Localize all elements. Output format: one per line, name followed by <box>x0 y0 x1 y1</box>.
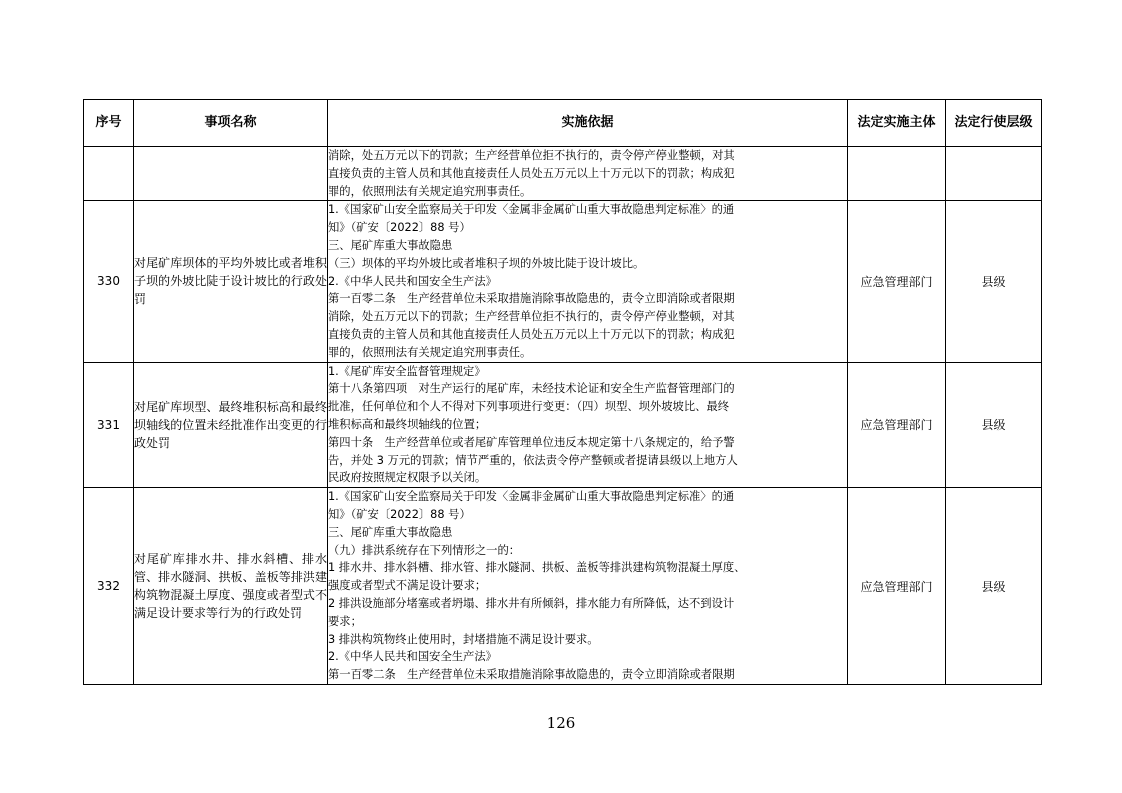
header-level: 法定行使层级 <box>946 100 1042 147</box>
row-number: 331 <box>84 362 134 488</box>
basis-line: 知》（矿安〔2022〕88 号） <box>328 221 471 235</box>
implementing-subject: 应急管理部门 <box>848 201 946 362</box>
basis-line: 3 排洪构筑物终止使用时，封堵措施不满足设计要求。 <box>328 632 599 646</box>
basis-line: 1.《国家矿山安全监察局关于印发〈金属非金属矿山重大事故隐患判定标准〉的通 <box>328 490 735 504</box>
implementation-basis <box>328 362 848 488</box>
basis-line: 1.《尾矿库安全监督管理规定》 <box>328 364 486 378</box>
exercise-level: 县级 <box>946 488 1042 685</box>
basis-line: 知》（矿安〔2022〕88 号） <box>328 507 471 521</box>
exercise-level: 县级 <box>946 362 1042 488</box>
basis-line: 直接负责的主管人员和其他直接责任人员处五万元以上十万元以下的罚款；构成犯 <box>328 327 735 341</box>
basis-line: 要求； <box>328 614 362 628</box>
implementing-subject <box>848 147 946 201</box>
basis-line: 直接负责的主管人员和其他直接责任人员处五万元以上十万元以下的罚款；构成犯 <box>328 166 735 180</box>
basis-line: 第四十条 生产经营单位或者尾矿库管理单位违反本规定第十八条规定的，给予警 <box>328 435 735 449</box>
basis-line: 第十八条第四项 对生产运行的尾矿库，未经技术论证和安全生产监督管理部门的 <box>328 382 735 396</box>
basis-line: 堆积标高和最终坝轴线的位置； <box>328 417 487 431</box>
basis-line: 1.《国家矿山安全监察局关于印发〈金属非金属矿山重大事故隐患判定标准〉的通 <box>328 203 735 217</box>
basis-line: 第一百零二条 生产经营单位未采取措施消除事故隐患的，责令立即消除或者限期 <box>328 668 735 682</box>
basis-line: 强度或者型式不满足设计要求； <box>328 579 487 593</box>
basis-line: 批准，任何单位和个人不得对下列事项进行变更：（四）坝型、坝外坡坡比、最终 <box>328 400 730 414</box>
basis-line: 2.《中华人民共和国安全生产法》 <box>328 274 497 288</box>
row-number: 332 <box>84 488 134 685</box>
basis-line: 告，并处 3 万元的罚款；情节严重的，依法责令停产整顿或者提请县级以上地方人 <box>328 453 738 467</box>
exercise-level: 县级 <box>946 201 1042 362</box>
row-number <box>84 147 134 201</box>
basis-line: （九）排洪系统存在下列情形之一的： <box>328 543 521 557</box>
basis-line: 1 排水井、排水斜槽、排水管、排水隧洞、拱板、盖板等排洪建构筑物混凝土厚度、 <box>328 561 746 575</box>
basis-line: 2 排洪设施部分堵塞或者坍塌、排水井有所倾斜，排水能力有所降低，达不到设计 <box>328 596 735 610</box>
header-subject: 法定实施主体 <box>848 100 946 147</box>
basis-line: 三、尾矿库重大事故隐患 <box>328 238 453 252</box>
header-name: 事项名称 <box>134 100 328 147</box>
table-row <box>84 362 1042 488</box>
implementation-basis <box>328 147 848 201</box>
basis-line: 第一百零二条 生产经营单位未采取措施消除事故隐患的，责令立即消除或者限期 <box>328 292 735 306</box>
basis-line: 消除，处五万元以下的罚款；生产经营单位拒不执行的，责令停产停业整顿，对其 <box>328 310 735 324</box>
page-number: 126 <box>546 714 576 732</box>
table-row <box>84 201 1042 362</box>
basis-line: 罪的，依照刑法有关规定追究刑事责任。 <box>328 345 532 359</box>
implementation-basis <box>328 488 848 685</box>
item-name <box>134 147 328 201</box>
basis-line: 三、尾矿库重大事故隐患 <box>328 525 453 539</box>
basis-line: 罪的，依照刑法有关规定追究刑事责任。 <box>328 184 532 198</box>
basis-line: 2.《中华人民共和国安全生产法》 <box>328 650 497 664</box>
regulation-table <box>83 99 1042 685</box>
basis-line: 民政府按照规定权限予以关闭。 <box>328 471 487 485</box>
item-name: 对尾矿库坝型、最终堆积标高和最终坝轴线的位置未经批准作出变更的行政处罚 <box>134 362 328 488</box>
implementation-basis <box>328 201 848 362</box>
exercise-level <box>946 147 1042 201</box>
table-body <box>84 147 1042 685</box>
implementing-subject: 应急管理部门 <box>848 488 946 685</box>
implementing-subject: 应急管理部门 <box>848 362 946 488</box>
header-basis: 实施依据 <box>328 100 848 147</box>
table-row <box>84 488 1042 685</box>
item-name: 对尾矿库排水井、排水斜槽、排水管、排水隧洞、拱板、盖板等排洪建构筑物混凝土厚度、强度或者型式不满足设计要求等行为的行政处罚 <box>134 488 328 685</box>
basis-line: （三）坝体的平均外坡比或者堆积子坝的外坡比陡于设计坡比。 <box>328 256 645 270</box>
item-name: 对尾矿库坝体的平均外坡比或者堆积子坝的外坡比陡于设计坡比的行政处罚 <box>134 201 328 362</box>
header-no: 序号 <box>84 100 134 147</box>
basis-line: 消除，处五万元以下的罚款；生产经营单位拒不执行的，责令停产停业整顿，对其 <box>328 149 735 162</box>
row-number: 330 <box>84 201 134 362</box>
table-header-row <box>84 100 1042 147</box>
table-row <box>84 147 1042 201</box>
